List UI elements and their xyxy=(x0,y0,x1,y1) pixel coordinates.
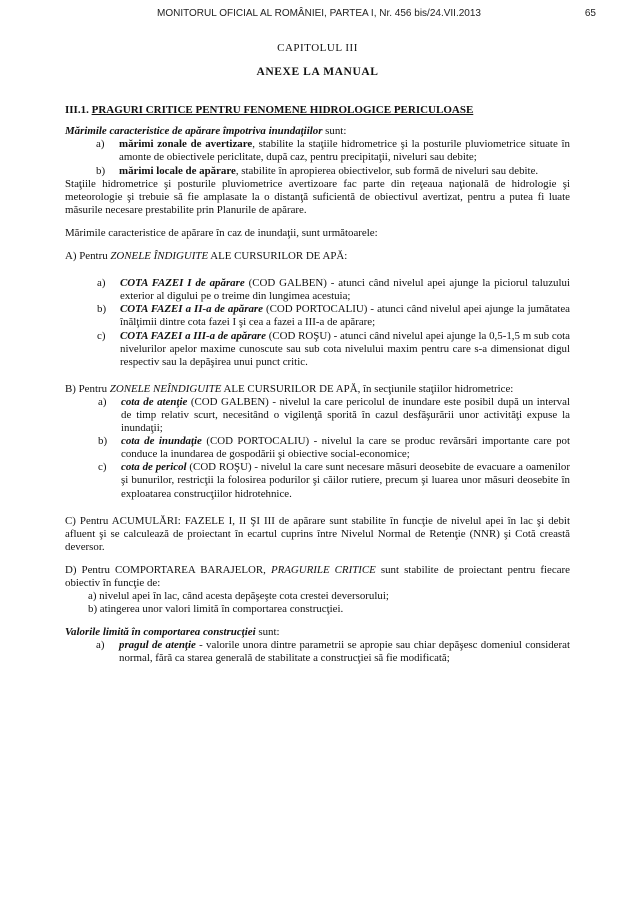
part-a-suffix: ALE CURSURILOR DE APĂ: xyxy=(208,250,348,263)
item-text: (COD ROŞU) - nivelul la care sunt necesare măsuri deosebite de evacuare a oamenilor şi bunurilor, restricţii la folosirea podurilor şi căilor rutiere, precum şi luarea unor măsuri deosebite în exploatarea construcţiilor hidrotehnice. xyxy=(121,461,570,500)
list-marker: b) xyxy=(97,303,107,316)
item-text: , stabilite la staţiile hidrometrice şi la posturile pluviometrice situate în amonte de obiectivele periclitate, după caz, pentru precipitaţii, niveluri sau debite; xyxy=(119,138,570,164)
list-item xyxy=(98,395,570,435)
stations-paragraph: Staţiile hidrometrice şi posturile pluviometrice avertizoare fac parte din reţeaua naţională de hidrologie şi meteorologie şi trebuie să fie amplasate la o distanţă suficientă de obiectivul avertizat, pentru a putea fi luate măsurile necesare prestabilite prin Planurile de apărare. xyxy=(65,177,570,216)
limits-lead-rest: sunt: xyxy=(255,626,280,639)
part-d-list xyxy=(88,590,570,616)
list-item xyxy=(96,138,570,164)
list-item xyxy=(96,639,570,665)
chapter-heading: CAPITOLUL III xyxy=(277,42,358,54)
limits-list xyxy=(96,639,570,665)
section-number: III.1. xyxy=(65,104,89,117)
item-text: (COD GALBEN) - nivelul la care pericolul de inundare este posibil după un interval de timp relativ scurt, necesitând o vigilenţă sporită în cazul desfăşurării unor activităţi expuse la inundaţii; xyxy=(121,395,570,435)
item-term: pragul de atenţie xyxy=(119,639,196,652)
part-d-italic: PRAGURILE CRITICE xyxy=(270,563,376,576)
item-term: mărimi zonale de avertizare xyxy=(119,138,253,151)
item-term: COTA FAZEI a III-a de apărare xyxy=(120,329,266,342)
part-b-heading xyxy=(65,383,570,396)
annex-title: ANEXE LA MANUAL xyxy=(256,66,379,79)
part-b-italic: ZONELE NEÎNDIGUITE xyxy=(109,382,222,395)
intro-lead-rest: sunt: xyxy=(322,125,347,138)
section-title: PRAGURI CRITICE PENTRU FENOMENE HIDROLOGICE PERICULOASE xyxy=(91,104,474,117)
item-text: (COD PORTOCALIU) - atunci când nivelul apei ajunge la jumătatea înălţimii dintre cota fazei I şi cea a fazei a III-a de apărare; xyxy=(120,303,570,329)
item-term: cota de inundaţie xyxy=(121,435,202,448)
item-text: - valorile unora dintre parametrii se apropie sau chiar depăşesc domeniul considerat normal, fără ca starea generală de stabilitate a construcţiei să fie modificată; xyxy=(119,639,570,665)
item-text: (COD PORTOCALIU) - nivelul la care se produc revărsări importante care pot conduce la inundarea de gospodării şi obiective social-economice; xyxy=(121,435,570,461)
page-header xyxy=(0,8,638,24)
list-marker: a) xyxy=(96,639,105,652)
intro-list xyxy=(96,138,570,177)
list-item: a) nivelul apei în lac, când acesta depăşeşte cota crestei deversorului; xyxy=(88,590,389,603)
page-number: 65 xyxy=(584,8,596,19)
document-body xyxy=(65,42,570,666)
intro-lead xyxy=(65,125,570,138)
list-marker: b) xyxy=(96,164,106,177)
list-item xyxy=(97,329,570,369)
limits-lead xyxy=(65,626,570,639)
publication-title: MONITORUL OFICIAL AL ROMÂNIEI, PARTEA I, Nr. 456 bis/24.VII.2013 xyxy=(156,8,481,19)
part-a-heading xyxy=(65,250,570,263)
list-marker: a) xyxy=(96,138,105,151)
list-marker: a) xyxy=(98,395,107,408)
item-term: cota de pericol xyxy=(121,461,187,474)
limits-lead-bold: Valorile limită în comportarea construcţiei xyxy=(65,626,256,639)
list-marker: b) xyxy=(98,435,108,448)
part-d-heading xyxy=(65,564,570,590)
list-marker: a) xyxy=(97,277,106,290)
part-b-suffix: ALE CURSURILOR DE APĂ, în secţiunile staţiilor hidrometrice: xyxy=(221,382,514,395)
item-term: cota de atenţie xyxy=(121,395,188,408)
item-text: (COD ROŞU) - atunci când nivelul apei ajunge la 0,5-1,5 m sub cota nivelurilor apelor maxime cunoscute sau sub cota nivelului maxim pentru care s-a dimensionat digul respectiv sau la depăşirea unui punct critic. xyxy=(120,329,570,368)
intro-lead-bold: Mărimile caracteristice de apărare împotriva inundaţiilor xyxy=(65,125,323,138)
part-d-suffix: sunt stabilite de proiectant pentru fiecare obiectiv în funcţie de: xyxy=(65,563,570,589)
item-term: COTA FAZEI I de apărare xyxy=(120,277,245,290)
item-term: COTA FAZEI a II-a de apărare xyxy=(120,303,263,316)
part-a-prefix: A) Pentru xyxy=(65,250,111,263)
list-item xyxy=(96,164,570,178)
part-d-prefix: D) Pentru COMPORTAREA BARAJELOR, xyxy=(65,563,271,576)
list-item xyxy=(97,277,570,303)
list-item xyxy=(98,461,570,500)
list-marker: c) xyxy=(97,329,106,342)
item-text: (COD GALBEN) - atunci când nivelul apei ajunge la piciorul taluzului exterior al digului pe o treime din lungimea acestuia; xyxy=(120,277,570,303)
part-a-list xyxy=(97,277,570,369)
list-marker: c) xyxy=(98,461,107,474)
flood-paragraph: Mărimile caracteristice de apărare în caz de inundaţii, sunt următoarele: xyxy=(65,226,378,239)
part-b-prefix: B) Pentru xyxy=(65,382,110,395)
item-text: , stabilite în apropierea obiectivelor, sub formă de niveluri sau debite. xyxy=(235,164,539,177)
section-heading xyxy=(65,104,570,117)
item-term: mărimi locale de apărare xyxy=(119,164,236,177)
part-b-list xyxy=(98,395,570,501)
part-a-italic: ZONELE ÎNDIGUITE xyxy=(110,250,209,263)
part-c-paragraph: C) Pentru ACUMULĂRI: FAZELE I, II ŞI III de apărare sunt stabilite în funcţie de nivelul apei în lac şi debit afluent şi se calculează de proiectant în ecartul cuprins între Nivelul Normal de Retenţie (NNR) şi Cotă creastă deversor. xyxy=(65,514,570,553)
list-item xyxy=(98,435,570,461)
list-item xyxy=(97,303,570,329)
list-item: b) atingerea unor valori limită în comportarea construcţiei. xyxy=(88,603,344,616)
